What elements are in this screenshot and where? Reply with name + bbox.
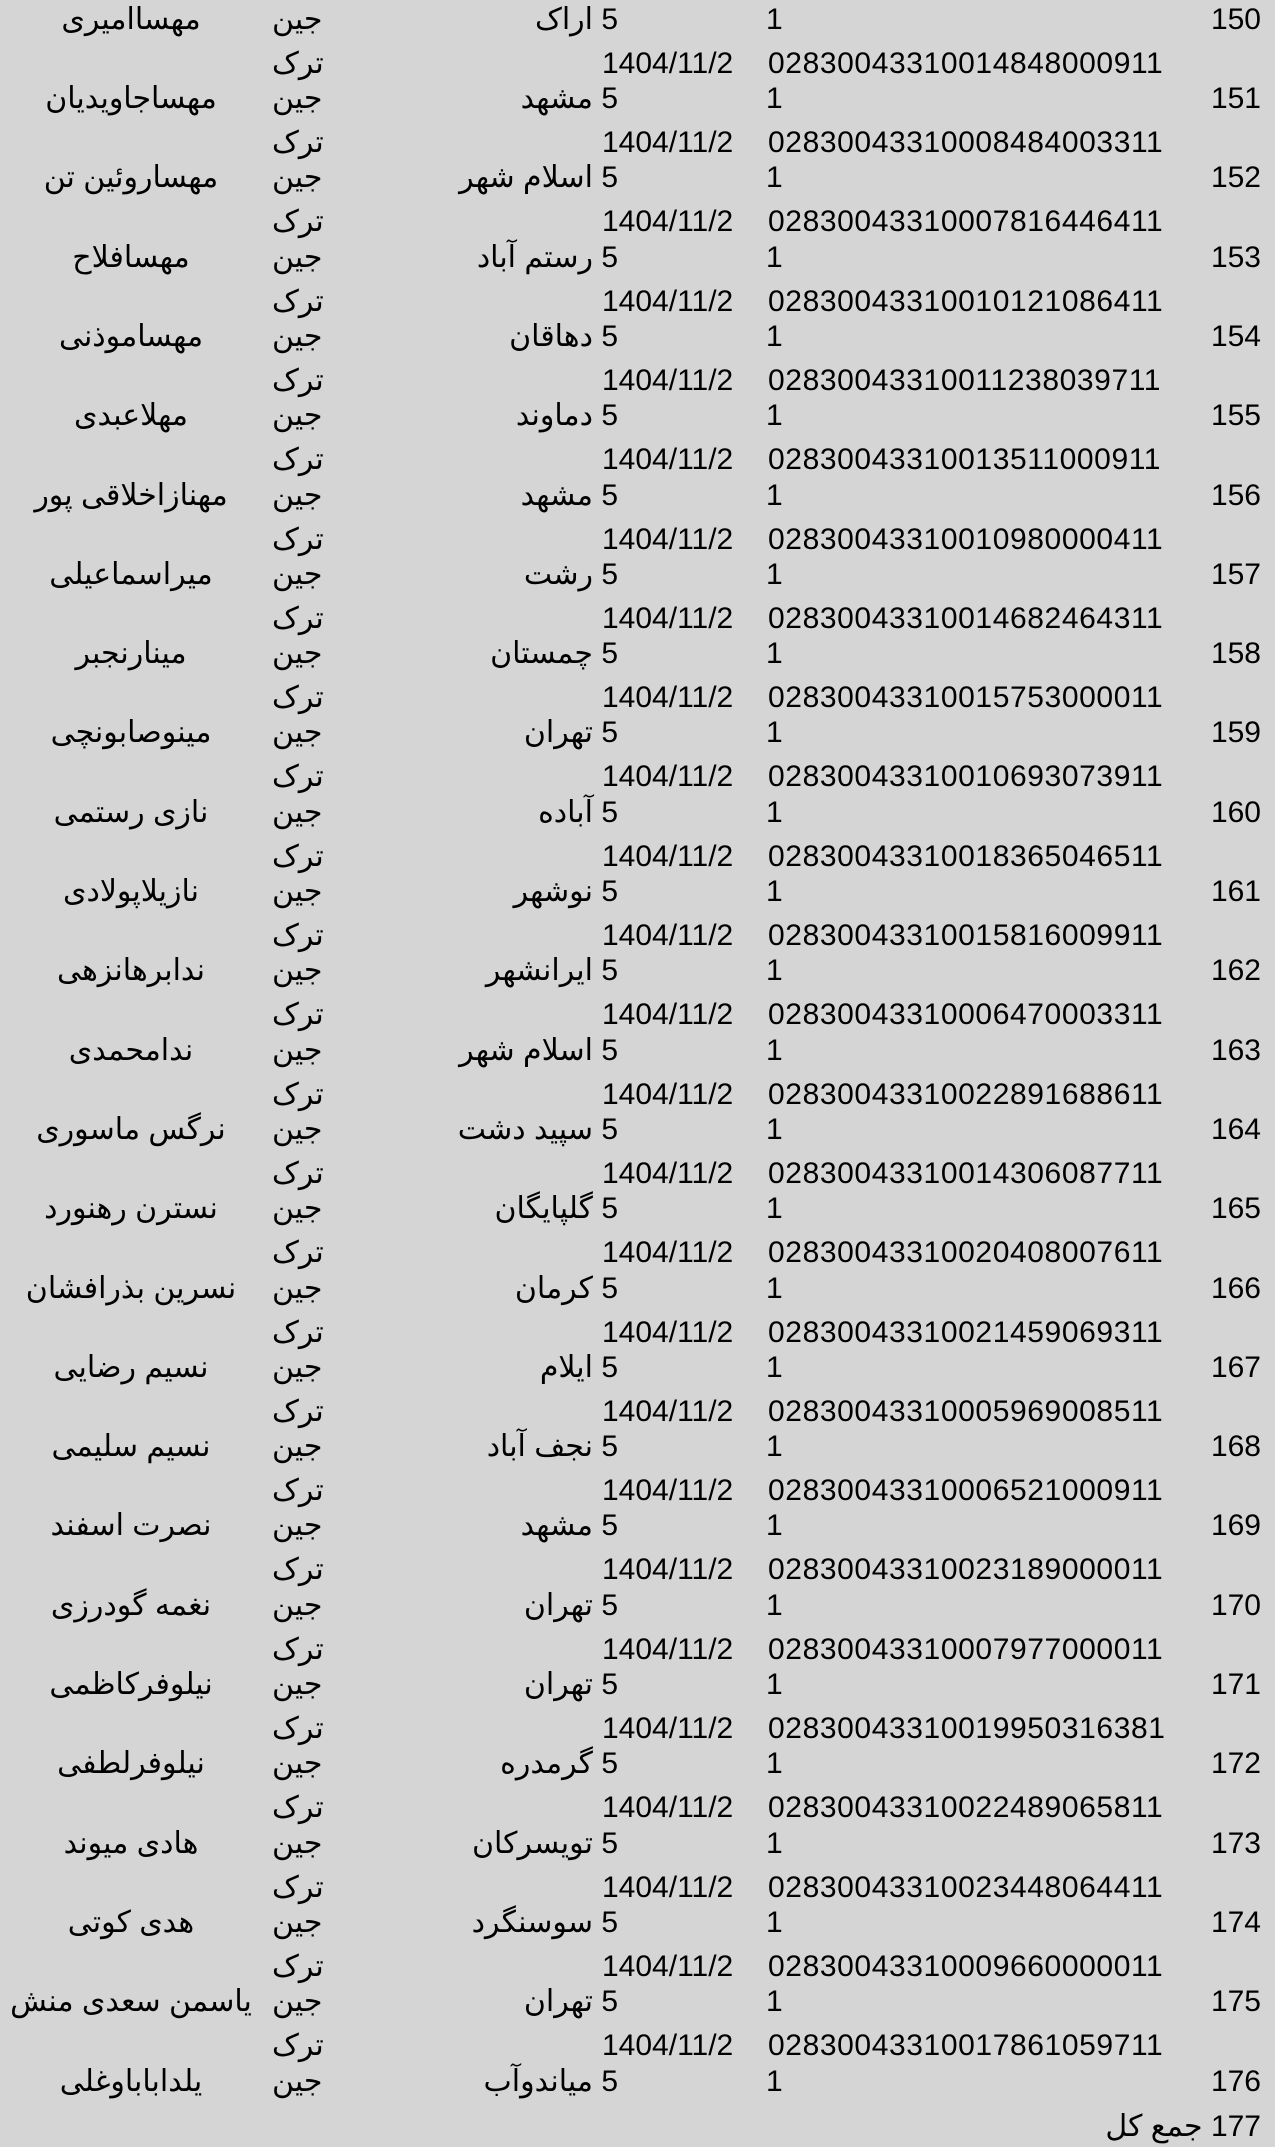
- weight-city-cell: 5 اسلام شهر: [459, 1033, 618, 1067]
- row-number-cell: 169: [1210, 1509, 1261, 1543]
- fabric-type-turk: ترک: [272, 601, 324, 635]
- row-number-cell: 152: [1210, 161, 1261, 195]
- fabric-type-turk: ترک: [272, 681, 324, 715]
- quantity-cell: 1: [766, 557, 783, 591]
- customer-name: هدی کوتی: [67, 1905, 195, 1939]
- weight-city-cell: 5 نوشهر: [513, 875, 618, 908]
- date-cell: 1404/11/2: [602, 205, 734, 239]
- tracking-code-cell: 02830043310020408007611: [768, 1236, 1164, 1270]
- customer-name: نیلوفرکاظمی: [49, 1668, 213, 1701]
- customer-name: مهساروئین تن: [43, 161, 219, 195]
- weight-city-cell: 5 اسلام شهر: [459, 161, 618, 195]
- tracking-code-cell: 02830043310023189000011: [768, 1553, 1164, 1587]
- fabric-type-jean: جین: [272, 82, 323, 115]
- fabric-type-turk: ترک: [272, 205, 324, 239]
- row-number-cell: 163: [1210, 1033, 1261, 1067]
- fabric-type-turk: ترک: [272, 284, 324, 318]
- date-cell: 1404/11/2: [602, 919, 734, 952]
- customer-name: مهساجاویدیان: [45, 82, 217, 115]
- tracking-code-cell: 02830043310022489065811: [768, 1791, 1164, 1825]
- row-number-cell: 159: [1210, 716, 1261, 750]
- customer-name: نرگس ماسوری: [36, 1112, 226, 1146]
- quantity-cell: 1: [766, 1271, 783, 1305]
- weight-city-cell: 5 تهران: [523, 1668, 618, 1701]
- fabric-type-jean: جین: [272, 1033, 323, 1067]
- fabric-type-turk: ترک: [272, 126, 324, 159]
- table-row: [0, 1432, 1275, 1512]
- quantity-cell: 1: [766, 1747, 783, 1781]
- weight-city-cell: 5 تویسرکان: [472, 1826, 618, 1860]
- customer-name: مهنازاخلاقی پور: [34, 478, 228, 512]
- tracking-code-cell: 02830043310019950316381: [768, 1712, 1166, 1745]
- row-number-cell: 154: [1210, 319, 1261, 353]
- date-cell: 1404/11/2: [602, 46, 734, 80]
- weight-city-cell: 5 سپید دشت: [457, 1112, 618, 1146]
- fabric-type-turk: ترک: [272, 1156, 324, 1190]
- customer-name: میراسماعیلی: [49, 557, 213, 591]
- quantity-cell: 1: [766, 2, 783, 36]
- row-number-cell: 174: [1210, 1905, 1261, 1939]
- quantity-cell: 1: [766, 1192, 783, 1226]
- weight-city-cell: 5 چمستان: [490, 637, 618, 671]
- customer-name: مینارنجبر: [75, 637, 187, 671]
- table-row: [0, 2, 1275, 85]
- table-row: [0, 1826, 1275, 1909]
- customer-name: نصرت اسفند: [50, 1509, 212, 1543]
- table-row: [0, 877, 1275, 957]
- quantity-cell: 1: [766, 1033, 783, 1067]
- customer-name: ندامحمدی: [68, 1033, 194, 1067]
- row-number-cell: 158: [1210, 637, 1261, 671]
- table-row: [0, 1511, 1275, 1591]
- date-cell: 1404/11/2: [602, 1712, 734, 1745]
- row-number-cell: 167: [1210, 1350, 1261, 1384]
- weight-city-cell: 5 رستم آباد: [476, 240, 618, 274]
- customer-name: نسترن رهنورد: [44, 1192, 218, 1226]
- quantity-cell: 1: [766, 82, 783, 115]
- weight-city-cell: 5 گلپایگان: [494, 1192, 618, 1226]
- tracking-code-cell: 02830043310015753000011: [768, 681, 1164, 715]
- weight-city-cell: 5 سوسنگرد: [471, 1905, 618, 1939]
- table-row: [0, 1905, 1275, 1988]
- quantity-cell: 1: [766, 795, 783, 829]
- tracking-code-cell: 02830043310014682464311: [768, 601, 1164, 635]
- quantity-cell: 1: [766, 161, 783, 195]
- fabric-type-jean: جین: [272, 1271, 323, 1305]
- fabric-type-jean: جین: [272, 1826, 323, 1860]
- fabric-type-jean: جین: [272, 2, 323, 36]
- tracking-code-cell: 02830043310010693073911: [768, 760, 1164, 794]
- table-row: [0, 2064, 1275, 2147]
- quantity-cell: 1: [766, 1668, 783, 1701]
- row-number-cell: 170: [1210, 1588, 1261, 1622]
- date-cell: 1404/11/2: [602, 363, 734, 397]
- quantity-cell: 1: [766, 1588, 783, 1622]
- tracking-code-cell: 02830043310017861059711: [768, 2029, 1164, 2063]
- row-number-cell: 164: [1210, 1112, 1261, 1146]
- date-cell: 1404/11/2: [602, 126, 734, 159]
- date-cell: 1404/11/2: [602, 1949, 734, 1983]
- tracking-code-cell: 02830043310014306087711: [768, 1156, 1164, 1190]
- fabric-type-turk: ترک: [272, 443, 324, 477]
- table-row: [0, 639, 1275, 719]
- customer-name: مهسافلاح: [72, 240, 190, 274]
- customer-name: نیلوفرلطفی: [57, 1747, 205, 1781]
- row-number-cell: 171: [1210, 1668, 1261, 1701]
- customer-name: مهساموذنی: [58, 319, 204, 353]
- fabric-type-jean: جین: [272, 161, 323, 195]
- fabric-type-turk: ترک: [272, 1236, 324, 1270]
- customer-name: یاسمن سعدی منش: [10, 1985, 252, 2019]
- row-number-cell: 155: [1210, 399, 1261, 433]
- fabric-type-turk: ترک: [272, 2029, 324, 2063]
- fabric-type-turk: ترک: [272, 1791, 324, 1825]
- tracking-code-cell: 02830043310018365046511: [768, 839, 1164, 873]
- fabric-type-jean: جین: [272, 1509, 323, 1543]
- table-row: [0, 956, 1275, 1036]
- table-row: [0, 795, 1275, 878]
- row-number-cell: 168: [1210, 1430, 1261, 1464]
- fabric-type-jean: جین: [272, 1350, 323, 1384]
- row-number-cell: 173: [1210, 1826, 1261, 1860]
- customer-name: نسیم سلیمی: [51, 1430, 211, 1464]
- fabric-type-turk: ترک: [272, 46, 324, 80]
- date-cell: 1404/11/2: [602, 1632, 734, 1666]
- quantity-cell: 1: [766, 240, 783, 274]
- weight-city-cell: 5 دماوند: [515, 399, 618, 433]
- row-number-cell: 161: [1210, 875, 1261, 908]
- customer-name: یلداباباوغلی: [59, 2064, 203, 2098]
- customer-name: هادی میوند: [63, 1826, 199, 1860]
- customer-name: مهساامیری: [61, 2, 201, 36]
- date-cell: 1404/11/2: [602, 1394, 734, 1428]
- quantity-cell: 1: [766, 319, 783, 353]
- row-number-cell: 176: [1210, 2064, 1261, 2098]
- tracking-code-cell: 02830043310022891688611: [768, 1077, 1164, 1111]
- fabric-type-jean: جین: [272, 795, 323, 829]
- quantity-cell: 1: [766, 954, 783, 988]
- date-cell: 1404/11/2: [602, 1156, 734, 1190]
- tracking-code-cell: 02830043310005969008511: [768, 1394, 1164, 1428]
- fabric-type-jean: جین: [272, 716, 323, 750]
- fabric-type-jean: جین: [272, 1192, 323, 1226]
- quantity-cell: 1: [766, 1112, 783, 1146]
- date-cell: 1404/11/2: [602, 522, 734, 556]
- tracking-code-cell: 02830043310009660000011: [768, 1949, 1164, 1983]
- quantity-cell: 1: [766, 1430, 783, 1464]
- fabric-type-turk: ترک: [272, 1632, 324, 1666]
- tracking-code-cell: 02830043310021459069311: [768, 1315, 1164, 1349]
- date-cell: 1404/11/2: [602, 760, 734, 794]
- fabric-type-jean: جین: [272, 399, 323, 433]
- fabric-type-turk: ترک: [272, 1949, 324, 1983]
- tracking-code-cell: 02830043310011238039711: [768, 363, 1162, 397]
- weight-city-cell: 5 دهاقان: [509, 319, 618, 353]
- date-cell: 1404/11/2: [602, 839, 734, 873]
- table-row: [0, 1749, 1275, 1829]
- weight-city-cell: 5 تهران: [523, 1588, 618, 1622]
- row-number-cell: 172: [1210, 1747, 1261, 1781]
- row-number-cell: 166: [1210, 1271, 1261, 1305]
- table-row: [0, 163, 1275, 243]
- fabric-type-turk: ترک: [272, 1077, 324, 1111]
- fabric-type-turk: ترک: [272, 1870, 324, 1904]
- date-cell: 1404/11/2: [602, 1553, 734, 1587]
- weight-city-cell: 5 گرمدره: [500, 1747, 618, 1781]
- fabric-type-jean: جین: [272, 1430, 323, 1464]
- fabric-type-jean: جین: [272, 1112, 323, 1146]
- table-row: [0, 1271, 1275, 1354]
- quantity-cell: 1: [766, 2064, 783, 2098]
- weight-city-cell: 5 آباده: [538, 795, 618, 829]
- tracking-code-cell: 02830043310006521000911: [768, 1474, 1164, 1508]
- fabric-type-turk: ترک: [272, 1712, 324, 1745]
- table-row: [0, 1670, 1275, 1750]
- fabric-type-turk: ترک: [272, 363, 324, 397]
- table-row: [0, 1112, 1275, 1195]
- table-row: [0, 319, 1275, 402]
- quantity-cell: 1: [766, 1905, 783, 1939]
- fabric-type-jean: جین: [272, 1747, 323, 1781]
- weight-city-cell: 5 مشهد: [520, 1509, 618, 1543]
- date-cell: 1404/11/2: [602, 1315, 734, 1349]
- weight-city-cell: 5 تهران: [523, 716, 618, 750]
- fabric-type-turk: ترک: [272, 1394, 324, 1428]
- row-number-cell: 153: [1210, 240, 1261, 274]
- table-row: [0, 718, 1275, 798]
- tracking-code-cell: 02830043310010121086411: [768, 284, 1164, 318]
- weight-city-cell: 5 کرمان: [514, 1271, 618, 1305]
- table-row: [0, 1194, 1275, 1274]
- quantity-cell: 1: [766, 1985, 783, 2019]
- table-row: [0, 1588, 1275, 1671]
- table-row: [0, 557, 1275, 640]
- row-number-cell: 165: [1210, 1192, 1261, 1226]
- customer-name: مهلاعبدی: [74, 399, 188, 433]
- quantity-cell: 1: [766, 1350, 783, 1384]
- tracking-code-cell: 02830043310007816446411: [768, 205, 1164, 239]
- tracking-code-cell: 02830043310007977000011: [768, 1632, 1164, 1666]
- fabric-type-jean: جین: [272, 2064, 323, 2098]
- quantity-cell: 1: [766, 1826, 783, 1860]
- fabric-type-turk: ترک: [272, 998, 324, 1032]
- date-cell: 1404/11/2: [602, 998, 734, 1032]
- customer-name: نسیم رضایی: [53, 1350, 209, 1384]
- customer-name: نسرین بذرافشان: [25, 1271, 237, 1305]
- date-cell: 1404/11/2: [602, 1870, 734, 1904]
- quantity-cell: 1: [766, 478, 783, 512]
- quantity-cell: 1: [766, 399, 783, 433]
- date-cell: 1404/11/2: [602, 1791, 734, 1825]
- fabric-type-jean: جین: [272, 478, 323, 512]
- fabric-type-turk: ترک: [272, 839, 324, 873]
- quantity-cell: 1: [766, 875, 783, 908]
- tracking-code-cell: 02830043310015816009911: [768, 919, 1164, 952]
- row-number-cell: 157: [1210, 557, 1261, 591]
- customer-name: نغمه گودرزی: [50, 1588, 212, 1622]
- fabric-type-jean: جین: [272, 1905, 323, 1939]
- weight-city-cell: 5 تهران: [523, 1985, 618, 2019]
- customer-name: ندابرهانزهی: [56, 954, 206, 988]
- fabric-type-turk: ترک: [272, 919, 324, 952]
- tracking-code-cell: 02830043310006470003311: [768, 998, 1164, 1032]
- tracking-code-cell: 02830043310008484003311: [768, 126, 1164, 159]
- row-number-cell: 175: [1210, 1985, 1261, 2019]
- row-number-cell: 162: [1210, 954, 1261, 988]
- date-cell: 1404/11/2: [602, 1077, 734, 1111]
- fabric-type-jean: جین: [272, 875, 323, 908]
- fabric-type-jean: جین: [272, 557, 323, 591]
- row-number-cell: 160: [1210, 795, 1261, 829]
- fabric-type-jean: جین: [272, 637, 323, 671]
- tracking-code-cell: 02830043310013511000911: [768, 443, 1162, 477]
- date-cell: 1404/11/2: [602, 681, 734, 715]
- total-row: 177 جمع کل: [1105, 2110, 1261, 2144]
- tracking-code-cell: 02830043310023448064411: [768, 1870, 1164, 1904]
- customer-name: نازی رستمی: [53, 795, 209, 829]
- fabric-type-turk: ترک: [272, 1553, 324, 1587]
- weight-city-cell: 5 ایلام: [539, 1350, 618, 1384]
- table-row: [0, 240, 1275, 323]
- weight-city-cell: 5 نجف آباد: [486, 1430, 618, 1464]
- weight-city-cell: 5 مشهد: [520, 478, 618, 512]
- tracking-code-cell: 02830043310010980000411: [768, 522, 1164, 556]
- row-number-cell: 150: [1210, 2, 1261, 36]
- table-row: [0, 1350, 1275, 1433]
- fabric-type-turk: ترک: [272, 760, 324, 794]
- weight-city-cell: 5 ایرانشهر: [485, 954, 618, 988]
- fabric-type-turk: ترک: [272, 1474, 324, 1508]
- row-number-cell: 151: [1210, 82, 1261, 115]
- weight-city-cell: 5 رشت: [523, 557, 618, 591]
- table-row: [0, 1987, 1275, 2067]
- weight-city-cell: 5 میاندوآب: [483, 2064, 618, 2098]
- table-row: [0, 1033, 1275, 1116]
- fabric-type-turk: ترک: [272, 1315, 324, 1349]
- date-cell: 1404/11/2: [602, 443, 734, 477]
- customer-name: نازیلاپولادی: [62, 875, 200, 908]
- customer-name: مینوصابونچی: [50, 716, 212, 750]
- date-cell: 1404/11/2: [602, 601, 734, 635]
- tracking-code-cell: 02830043310014848000911: [768, 46, 1164, 80]
- weight-city-cell: 5 مشهد: [520, 82, 618, 115]
- quantity-cell: 1: [766, 716, 783, 750]
- fabric-type-jean: جین: [272, 240, 323, 274]
- fabric-type-turk: ترک: [272, 522, 324, 556]
- table-row: [0, 401, 1275, 481]
- weight-city-cell: 5 اراک: [534, 2, 618, 36]
- row-number-cell: 156: [1210, 478, 1261, 512]
- quantity-cell: 1: [766, 1509, 783, 1543]
- date-cell: 1404/11/2: [602, 2029, 734, 2063]
- table-row: [0, 84, 1275, 164]
- table-row: [0, 478, 1275, 561]
- fabric-type-jean: جین: [272, 319, 323, 353]
- date-cell: 1404/11/2: [602, 1474, 734, 1508]
- fabric-type-jean: جین: [272, 1985, 323, 2019]
- quantity-cell: 1: [766, 637, 783, 671]
- fabric-type-jean: جین: [272, 1588, 323, 1622]
- fabric-type-jean: جین: [272, 954, 323, 988]
- date-cell: 1404/11/2: [602, 284, 734, 318]
- date-cell: 1404/11/2: [602, 1236, 734, 1270]
- fabric-type-jean: جین: [272, 1668, 323, 1701]
